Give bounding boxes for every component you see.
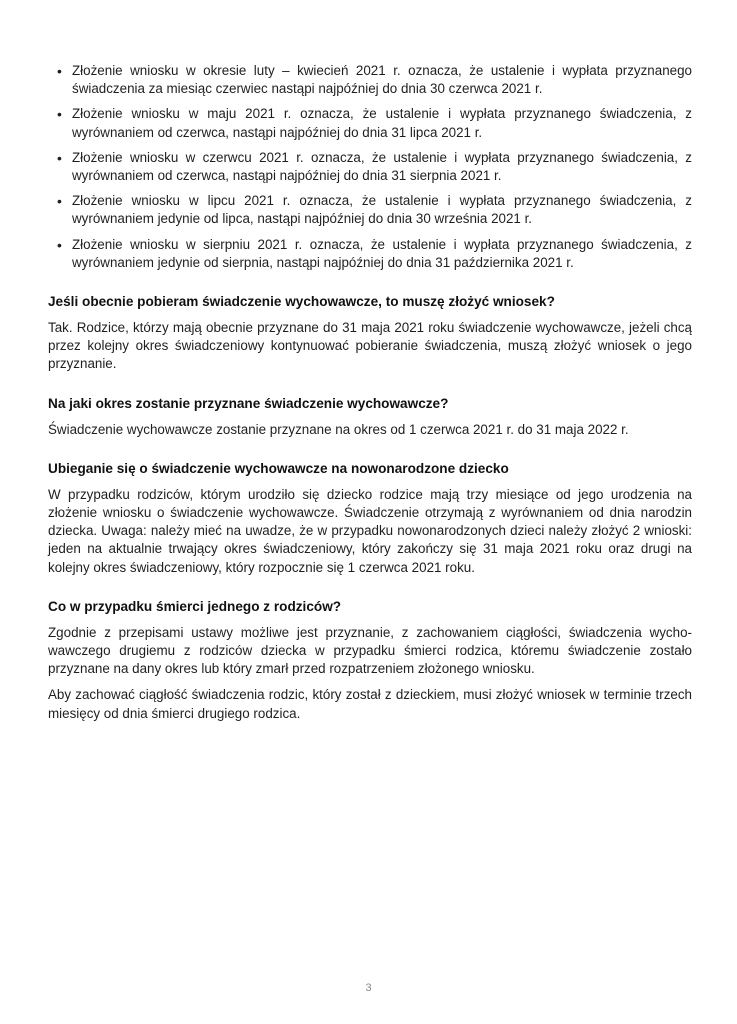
section-newborn [48, 460, 692, 577]
section-heading: Co w przypadku śmierci jednego z rodziców? [48, 598, 342, 614]
section-heading: Ubieganie się o świadczenie wychowawcze na nowonarodzone dziecko [48, 460, 509, 476]
section-paragraph: Aby zachować ciągłość świadczenia rodzic, który został z dzieckiem, musi złożyć wniosek w terminie trzech miesięcy od dnia śmierci drugiego rodzica. [48, 687, 692, 721]
section-paragraph: Zgodnie z przepisami ustawy możliwe jest przyznanie, z zachowaniem ciągłości, świadczenia wychowawczego drugiemu z rodziców dziecka w przypadku śmierci rodzica, któremu świadczenie zostało przyznane na dany okres lub który zmarł przed rozpatrzeniem złożonego wniosku. [48, 624, 692, 677]
bullet-item: • Złożenie wniosku w sierpniu 2021 r. oznacza, że ustalenie i wypłata przyznanego świadczenia, z wyrównaniem jedynie od sierpnia, nastąpi najpóźniej do dnia 31 października 2021 r. [48, 236, 692, 272]
section-paragraph: Świadczenie wychowawcze zostanie przyznane na okres od 1 czerwca 2021 r. do 31 maja 2022 r. [48, 421, 629, 437]
page-number: 3 [365, 982, 372, 994]
section-paragraph: Tak. Rodzice, którzy mają obecnie przyznane do 31 maja 2021 roku świadczenie wychowawcze, jeżeli chcą przez kolejny okres świadczeniowy kontynuować pobieranie świadczenia, muszą złożyć wniosek o jego przyznanie. [48, 320, 692, 372]
deadline-bullet-list [48, 62, 692, 272]
bullet-item: • Złożenie wniosku w lipcu 2021 r. oznacza, że ustalenie i wypłata przyznanego świadczenia, z wyrównaniem jedynie od lipca, nastąpi najpóźniej do dnia 30 września 2021 r. [48, 192, 692, 228]
document-body [48, 62, 692, 731]
section-heading: Na jaki okres zostanie przyznane świadczenie wychowawcze? [48, 395, 449, 411]
section-paragraph: W przypadku rodziców, którym urodziło się dziecko rodzice mają trzy miesiące od jego urodzenia na złożenie wniosku o świadczenie wychowawcze. Świadczenie otrzymają z wyrównaniem od dnia narodzin dziecka. Uwaga: należy mieć na uwadze, że w przypadku nowonarodzonych dzieci należy złożyć 2 wnioski: jeden na aktualnie trwający okres świadczeniowy, który zakończy się 31 maja 2021 roku oraz drugi na kolejny okres świadczeniowy, który rozpocznie się 1 czerwca 2021 roku. [48, 486, 692, 575]
bullet-item: • Złożenie wniosku w okresie luty – kwiecień 2021 r. oznacza, że ustalenie i wypłata przyznanego świadczenia za miesiąc czerwiec nastąpi najpóźniej do dnia 30 czerwca 2021 r. [48, 62, 692, 98]
section-benefit-period [48, 395, 692, 439]
section-current-benefit [48, 293, 692, 374]
section-parent-death [48, 598, 692, 723]
bullet-item: • Złożenie wniosku w czerwcu 2021 r. oznacza, że ustalenie i wypłata przyznanego świadczenia, z wyrównaniem od czerwca, nastąpi najpóźniej do dnia 31 sierpnia 2021 r. [48, 149, 692, 185]
bullet-item: • Złożenie wniosku w maju 2021 r. oznacza, że ustalenie i wypłata przyznanego świadczenia, z wyrównaniem od czerwca, nastąpi najpóźniej do dnia 31 lipca 2021 r. [48, 105, 692, 141]
section-heading: Jeśli obecnie pobieram świadczenie wychowawcze, to muszę złożyć wniosek? [48, 294, 555, 310]
